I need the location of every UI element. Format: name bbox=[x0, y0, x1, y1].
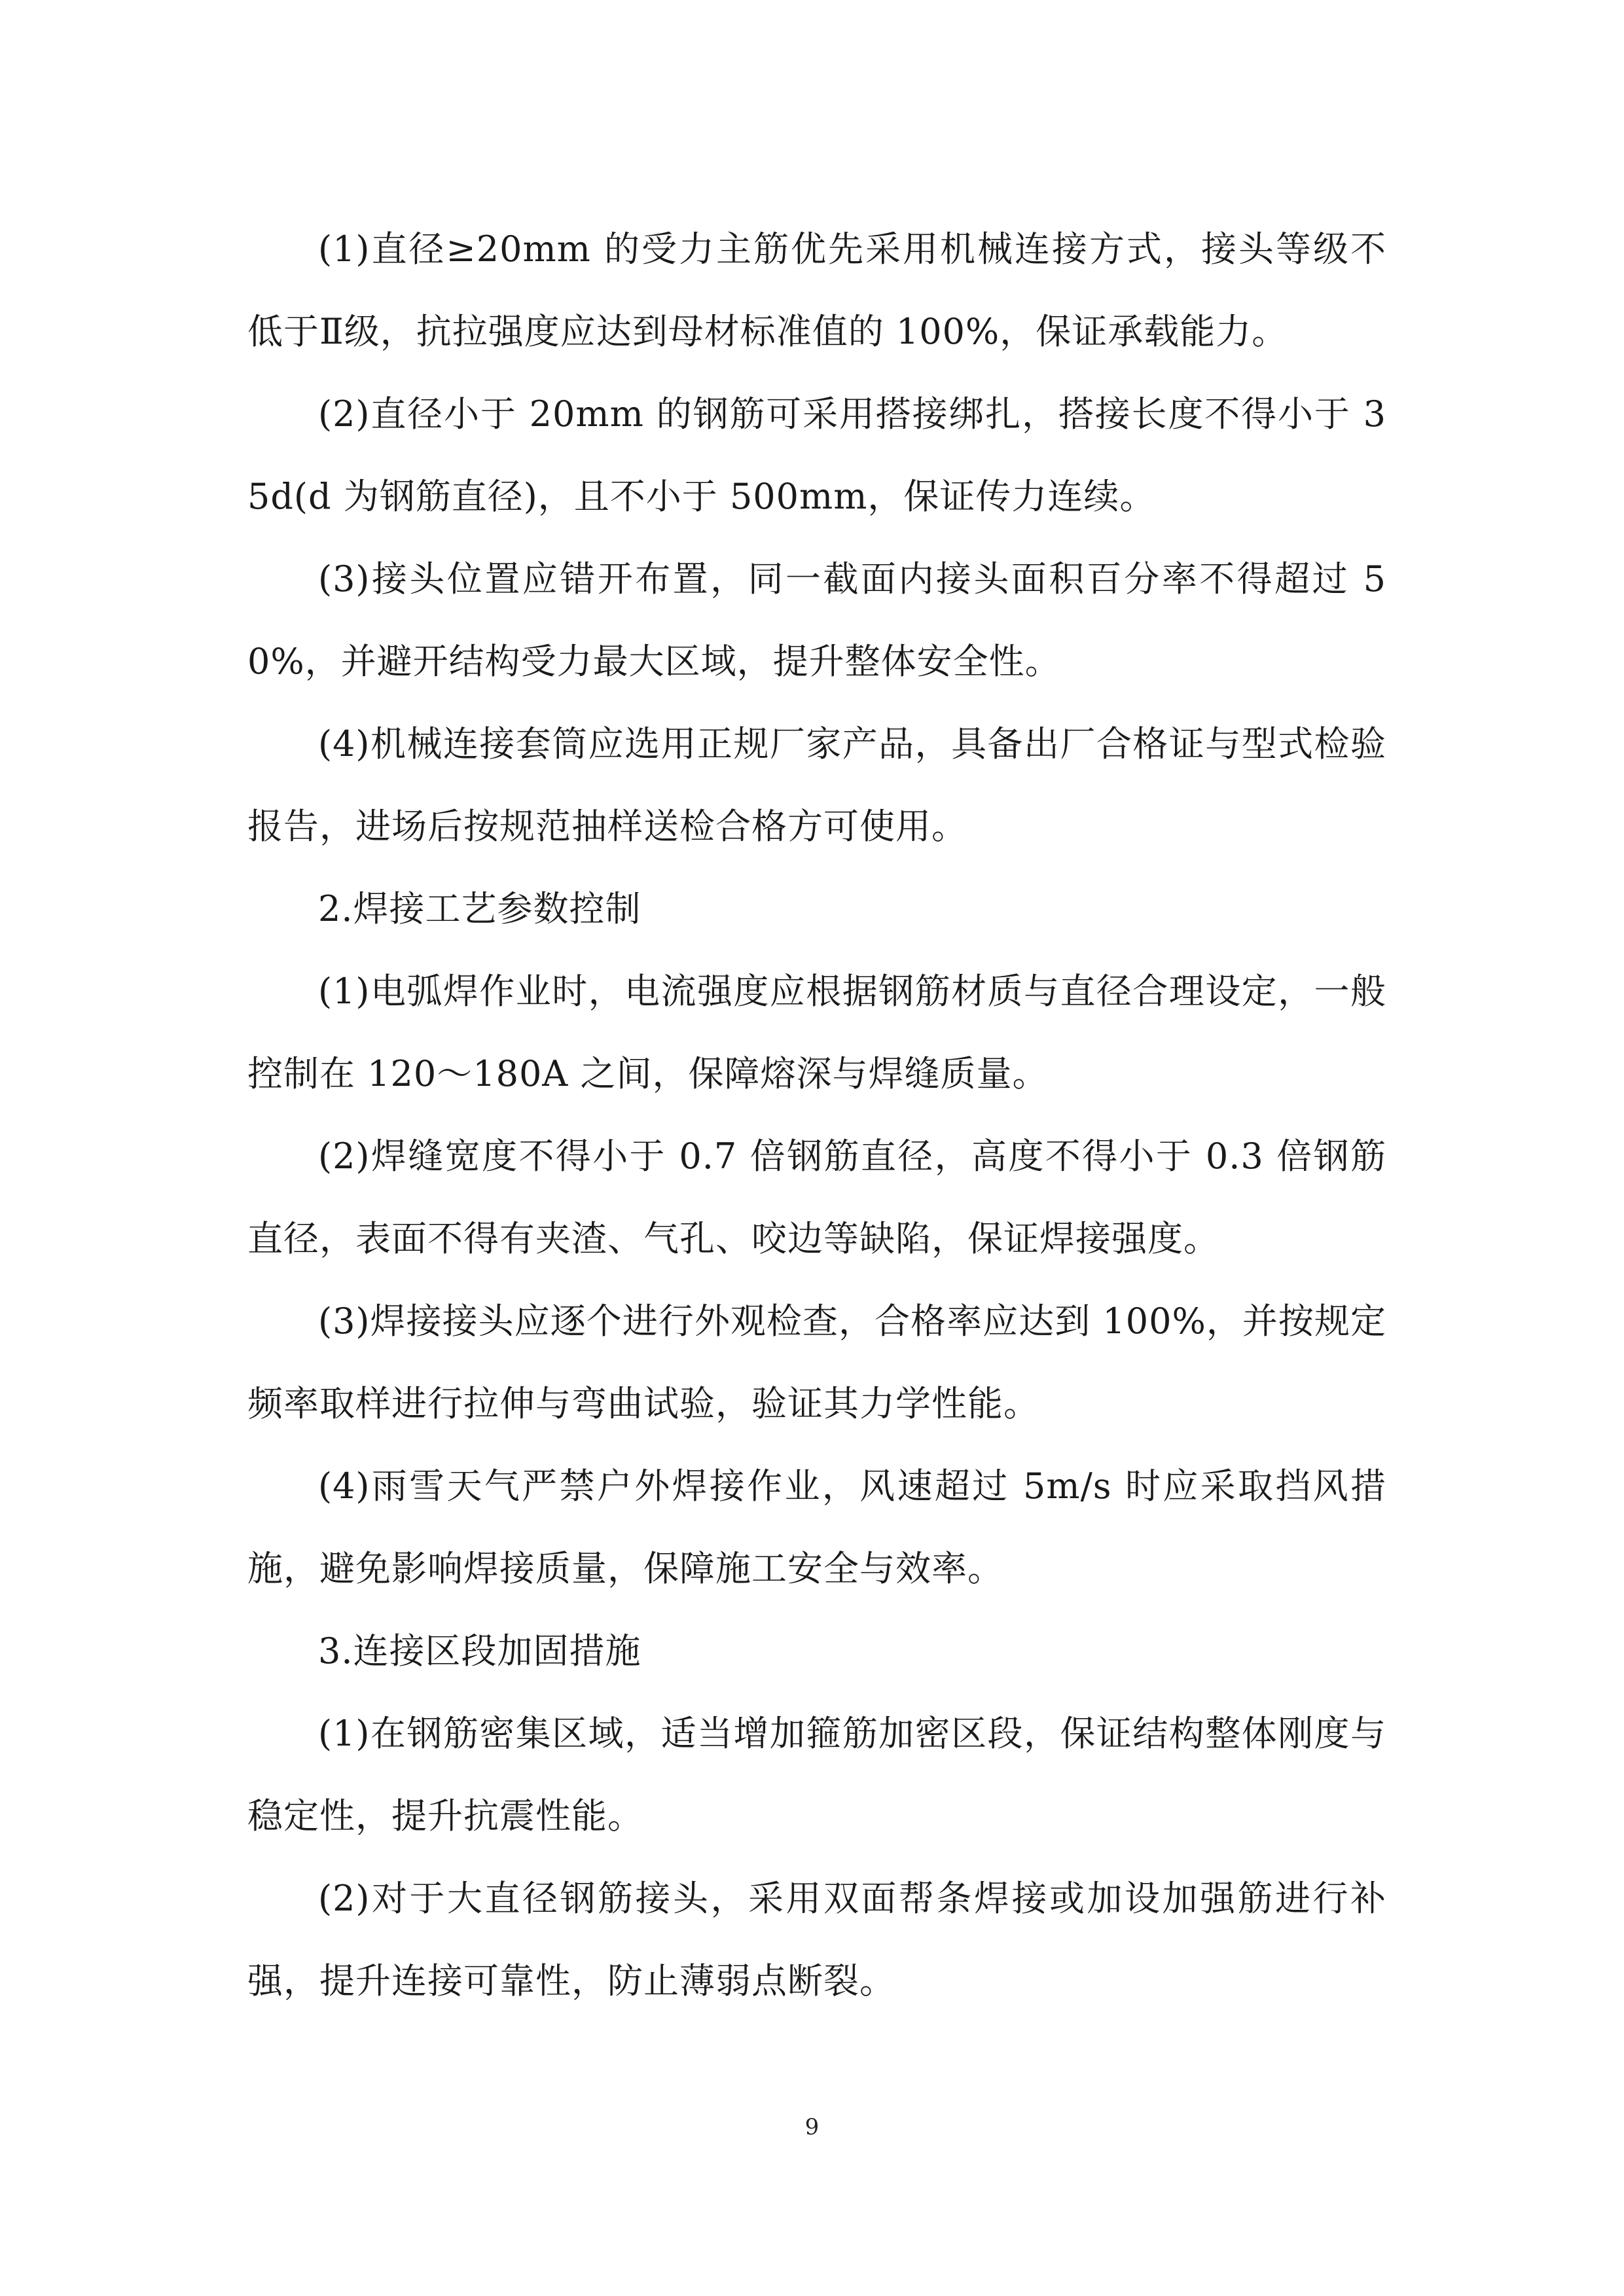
page-number: 9 bbox=[804, 2114, 820, 2140]
paragraph-2-4: (4)雨雪天气严禁户外焊接作业，风速超过 5m/s 时应采取挡风措施，避免影响焊接质量，保障施工安全与效率。 bbox=[247, 1465, 1386, 1589]
paragraph-3-1: (1)在钢筋密集区域，适当增加箍筋加密区段，保证结构整体刚度与稳定性，提升抗震性能。 bbox=[247, 1713, 1386, 1837]
paragraph-2-1: (1)电弧焊作业时，电流强度应根据钢筋材质与直径合理设定，一般控制在 120～180A 之间，保障熔深与焊缝质量。 bbox=[247, 971, 1386, 1094]
paragraph-1-1: (1)直径≥20mm 的受力主筋优先采用机械连接方式，接头等级不低于Ⅱ级，抗拉强度应达到母材标准值的 100%，保证承载能力。 bbox=[247, 228, 1386, 352]
document-body bbox=[247, 208, 1386, 2022]
paragraph-1-2: (2)直径小于 20mm 的钢筋可采用搭接绑扎，搭接长度不得小于 35d(d 为钢筋直径)，且不小于 500mm，保证传力连续。 bbox=[247, 393, 1386, 517]
paragraph-2-3: (3)焊接接头应逐个进行外观检查，合格率应达到 100%，并按规定频率取样进行拉伸与弯曲试验，验证其力学性能。 bbox=[247, 1300, 1386, 1424]
paragraph-1-4: (4)机械连接套筒应选用正规厂家产品，具备出厂合格证与型式检验报告，进场后按规范抽样送检合格方可使用。 bbox=[247, 723, 1386, 847]
paragraph-2-2: (2)焊缝宽度不得小于 0.7 倍钢筋直径，高度不得小于 0.3 倍钢筋直径，表面不得有夹渣、气孔、咬边等缺陷，保证焊接强度。 bbox=[247, 1136, 1386, 1259]
section-heading-3: 3.连接区段加固措施 bbox=[318, 1630, 641, 1672]
section-heading-2: 2.焊接工艺参数控制 bbox=[318, 888, 641, 929]
paragraph-3-2: (2)对于大直径钢筋接头，采用双面帮条焊接或加设加强筋进行补强，提升连接可靠性，防止薄弱点断裂。 bbox=[247, 1878, 1386, 2001]
paragraph-1-3: (3)接头位置应错开布置，同一截面内接头面积百分率不得超过 50%，并避开结构受力最大区域，提升整体安全性。 bbox=[247, 558, 1386, 682]
